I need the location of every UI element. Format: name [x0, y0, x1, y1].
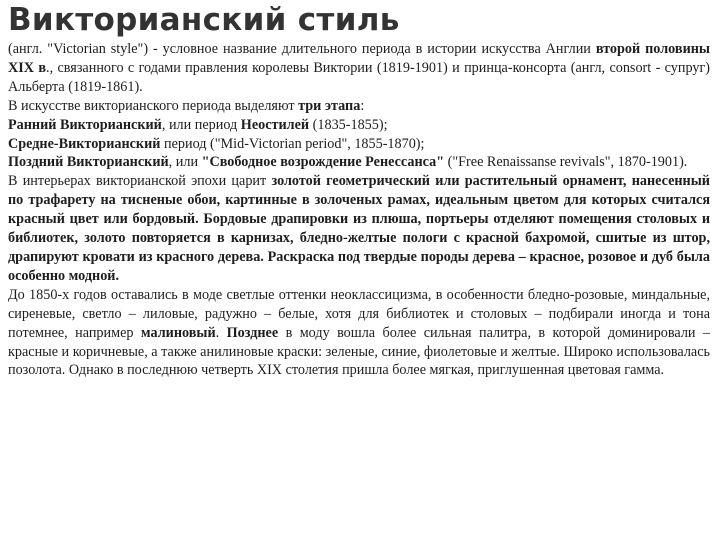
palette-crimson: малиновый [140, 324, 216, 341]
definition-emphasis: второй половины XIX в [8, 41, 710, 76]
stage-middle-name: Средне-Викторианский [8, 135, 161, 152]
definition-text: (англ. "Victorian style") - условное название длительного периода в истории искусства Англии [8, 41, 596, 57]
palette-dot: . [215, 324, 227, 341]
paragraph-definition [8, 40, 710, 97]
palette-text: До 1850-х годов оставались в моде светлые оттенки неоклассицизма, в особенности бледно-розовые, миндальные, сиреневые, светло – лиловые, радужно – белые, хотя для библиотек и столовых – подбирали иногда и тона потемнее, например [8, 286, 710, 341]
paragraph-stage-early [8, 116, 710, 135]
paragraph-interiors [8, 172, 710, 285]
stages-emphasis: три этапа [298, 97, 361, 114]
palette-later: Позднее [226, 324, 279, 341]
stage-late-alt: "Свободное возрождение Ренессанса" [201, 154, 445, 171]
paragraph-palette [8, 286, 710, 381]
stage-late-name: Поздний Викторианский [8, 154, 169, 171]
stages-intro-text: В искусстве викторианского периода выделяют [8, 97, 299, 114]
stage-late-sep: , или [168, 154, 202, 171]
interiors-intro: В интерьерах викторианской эпохи царит [8, 173, 272, 190]
stage-early-dates: (1835-1855); [309, 116, 388, 133]
slide-title: Викторианский стиль [8, 2, 400, 38]
definition-text-cont: ., связанного с годами правления королевы Виктории (1819-1901) и принца-консорта (англ, consort - супруг) Альберта (1819-1861). [8, 59, 710, 95]
stage-late-dates: ("Free Renaissanse revivals", 1870-1901). [444, 154, 688, 171]
stage-middle-desc: период ("Mid-Victorian period", 1855-1870); [160, 135, 425, 152]
slide-body [8, 40, 710, 380]
paragraph-stage-late [8, 153, 710, 172]
stage-early-alt: Неостилей [240, 116, 310, 133]
stages-colon: : [360, 97, 365, 114]
palette-text-cont: в моду вошла более сильная палитра, в которой доминировали – красные и коричневые, а также анилиновые краски: зеленые, синие, фиолетовые и желтые. Широко использовалась позолота. Однако в последнюю четверть XIX столетия пришла более мягкая, приглушенная цветовая гамма. [8, 324, 711, 379]
stage-early-sep: , или период [161, 116, 241, 133]
paragraph-stages-intro [8, 97, 710, 116]
stage-early-name: Ранний Викторианский [8, 116, 162, 133]
interiors-body: золотой геометрический или растительный орнамент, нанесенный по трафарету на тисненые обои, картинные в золоченых рамах, идеальным цветом для которых считался красный цвет или бордовый. Бордовые драпировки из плюша, портьеры отделяют помещения столовых и библиотек, золото повторяется в карнизах, бледно-желтые пологи с красной бахромой, сшитые из штор, драпируют кровати из красного дерева. Раскраска под твердые породы дерева – красное, розовое и дуб была особенно модной. [8, 173, 710, 284]
paragraph-stage-middle [8, 135, 710, 154]
